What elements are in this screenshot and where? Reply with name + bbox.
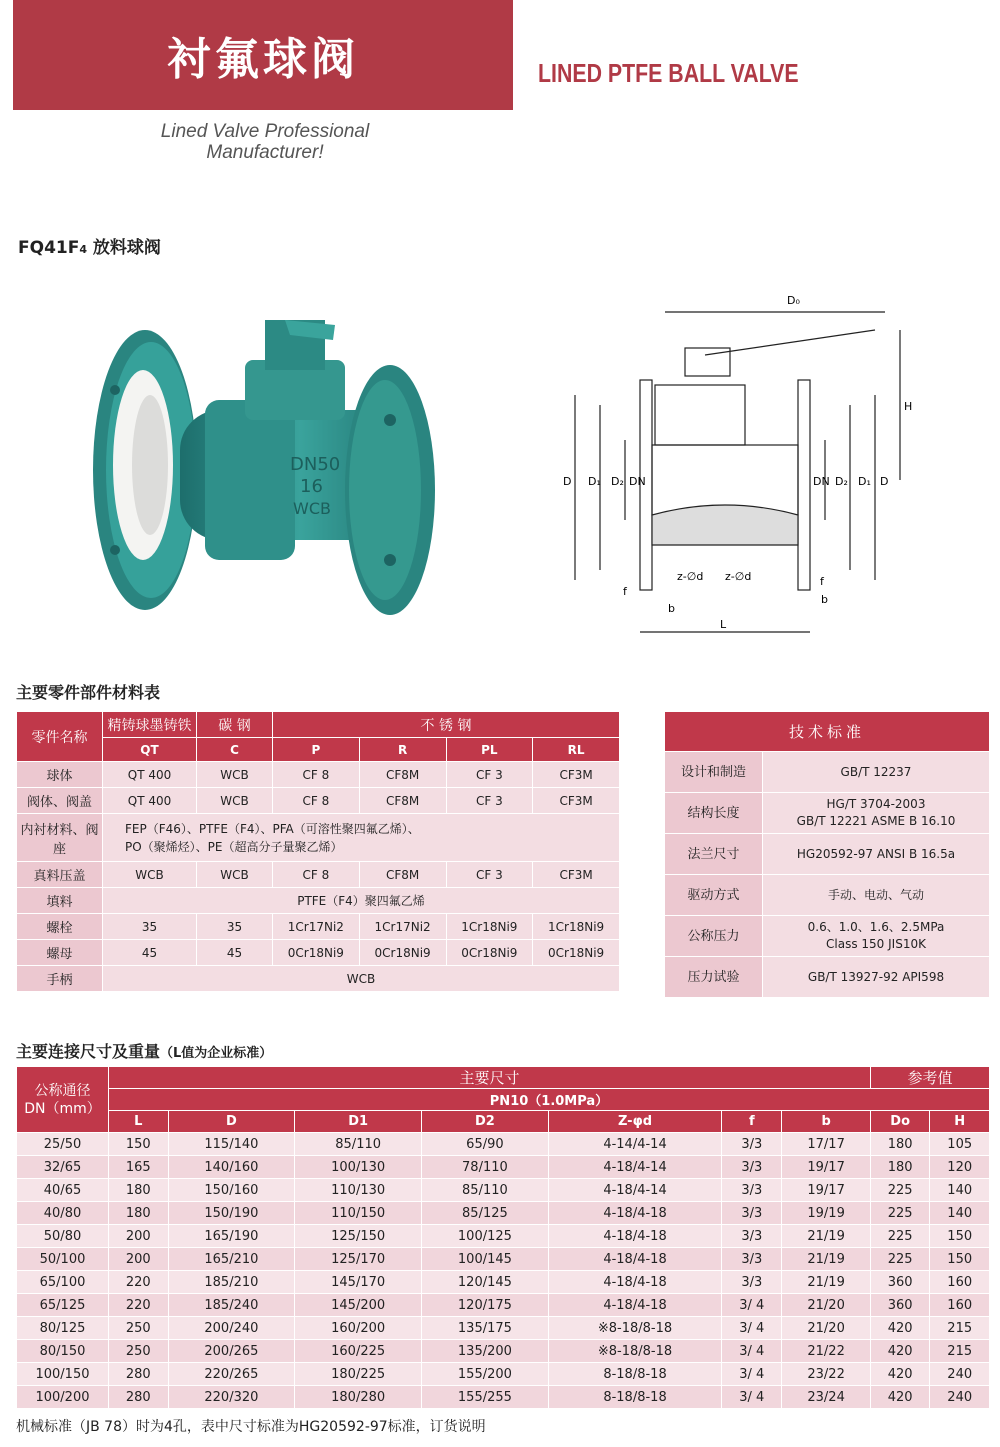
cell: CF 3	[446, 862, 533, 888]
table-cell: 110/130	[295, 1179, 422, 1202]
group-reference: 参考值	[870, 1067, 989, 1089]
group-carbon-steel: 碳 钢	[197, 712, 273, 738]
col-part-name: 零件名称	[17, 712, 103, 762]
dimensions-table	[16, 1066, 990, 1409]
table-cell: 65/125	[17, 1294, 109, 1317]
table-cell: 8-18/8-18	[548, 1386, 721, 1409]
row-packing	[17, 888, 620, 914]
table-cell: 155/255	[422, 1386, 549, 1409]
tech-label: 公称压力	[665, 916, 763, 957]
table-row	[17, 1133, 990, 1156]
table-cell: 85/110	[422, 1179, 549, 1202]
table-cell: 21/20	[782, 1317, 871, 1340]
cell: 35	[197, 914, 273, 940]
table-cell: 4-14/4-14	[548, 1133, 721, 1156]
cell: WCB	[103, 862, 197, 888]
table-cell: 140/160	[168, 1156, 295, 1179]
table-cell: 220	[109, 1271, 169, 1294]
table-cell: 150	[930, 1248, 990, 1271]
row-body	[17, 788, 620, 814]
dn-label-1: 公称通径	[34, 1082, 91, 1099]
code-qt: QT	[103, 738, 197, 762]
photo-text-pn: 16	[300, 476, 323, 497]
table-cell: 150/190	[168, 1202, 295, 1225]
table-cell: 23/22	[782, 1363, 871, 1386]
table-cell: 17/17	[782, 1133, 871, 1156]
dim-d-right: D	[880, 475, 889, 488]
table-cell: 160	[930, 1271, 990, 1294]
table-cell: 200/240	[168, 1317, 295, 1340]
table-cell: 3/3	[722, 1271, 782, 1294]
table-cell: 140	[930, 1179, 990, 1202]
dim-f-left: f	[623, 585, 627, 598]
table-cell: 32/65	[17, 1156, 109, 1179]
table-cell: 180/225	[295, 1363, 422, 1386]
table-cell: 25/50	[17, 1133, 109, 1156]
cell: WCB	[197, 862, 273, 888]
dim-d2-left: D₂	[611, 475, 624, 488]
table-cell: 165/210	[168, 1248, 295, 1271]
tech-row	[665, 834, 990, 875]
table-cell: 4-18/4-18	[548, 1248, 721, 1271]
cell: CF 8	[273, 788, 360, 814]
tech-standards-table	[664, 711, 990, 998]
code-r: R	[359, 738, 446, 762]
cell: PTFE（F4）聚四氟乙烯	[103, 888, 620, 914]
table-cell: 220	[109, 1294, 169, 1317]
table-cell: 3/3	[722, 1156, 782, 1179]
part-name: 阀体、阀盖	[17, 788, 103, 814]
title-en: LINED PTFE BALL VALVE	[538, 58, 799, 88]
cell: QT 400	[103, 762, 197, 788]
table-cell: 125/150	[295, 1225, 422, 1248]
table-cell: ※8-18/8-18	[548, 1340, 721, 1363]
table-cell: 135/175	[422, 1317, 549, 1340]
tech-value-line: GB/T 12221 ASME B 16.10	[796, 814, 956, 828]
table-cell: 220/320	[168, 1386, 295, 1409]
dim-h: H	[904, 400, 913, 413]
table-cell: 220/265	[168, 1363, 295, 1386]
row-nut	[17, 940, 620, 966]
table-row	[17, 1317, 990, 1340]
dim-dn-right: DN	[813, 475, 830, 488]
cell: CF 8	[273, 862, 360, 888]
table-cell: 100/125	[422, 1225, 549, 1248]
table-cell: 135/200	[422, 1340, 549, 1363]
table-cell: 280	[109, 1386, 169, 1409]
table-cell: 160	[930, 1294, 990, 1317]
tech-value-line: HG20592-97 ANSI B 16.5a	[796, 846, 956, 861]
part-name: 真料压盖	[17, 862, 103, 888]
cell: CF8M	[359, 762, 446, 788]
table-cell: 180/280	[295, 1386, 422, 1409]
dim-d2-right: D₂	[835, 475, 848, 488]
dim-d-left: D	[563, 475, 572, 488]
cell: CF3M	[533, 762, 620, 788]
dims-title	[16, 1039, 272, 1062]
table-cell: 145/200	[295, 1294, 422, 1317]
table-cell: 360	[870, 1294, 930, 1317]
tech-row	[665, 957, 990, 998]
table-row	[17, 1156, 990, 1179]
lining-cell	[103, 814, 620, 862]
table-cell: 180	[870, 1133, 930, 1156]
table-cell: 225	[870, 1248, 930, 1271]
dim-b-left: b	[668, 602, 675, 615]
table-cell: 80/150	[17, 1340, 109, 1363]
table-cell: 225	[870, 1225, 930, 1248]
dim-zd-right: z-∅d	[725, 570, 752, 583]
dim-b-right: b	[821, 593, 828, 606]
group-stainless: 不 锈 钢	[273, 712, 620, 738]
table-cell: 160/225	[295, 1340, 422, 1363]
part-name: 手柄	[17, 966, 103, 992]
table-cell: 4-18/4-14	[548, 1156, 721, 1179]
tech-value	[763, 875, 990, 916]
table-cell: 200	[109, 1225, 169, 1248]
cell: 1Cr18Ni9	[446, 914, 533, 940]
tech-value-line: GB/T 12237	[840, 764, 912, 779]
dims-title-note: （L值为企业标准）	[160, 1046, 273, 1061]
tech-label: 压力试验	[665, 957, 763, 998]
table-cell: 4-18/4-18	[548, 1202, 721, 1225]
tech-row	[665, 916, 990, 957]
col-h: H	[930, 1111, 990, 1133]
materials-table	[16, 711, 620, 992]
table-cell: 100/130	[295, 1156, 422, 1179]
cell: WCB	[197, 762, 273, 788]
table-cell: 420	[870, 1363, 930, 1386]
table-cell: 420	[870, 1340, 930, 1363]
tagline-line-1: Lined Valve Professional	[160, 121, 370, 142]
code-rl: RL	[533, 738, 620, 762]
table-cell: 19/17	[782, 1179, 871, 1202]
table-row	[17, 1202, 990, 1225]
tech-value	[763, 793, 990, 834]
table-cell: 21/19	[782, 1271, 871, 1294]
table-cell: 150	[930, 1225, 990, 1248]
tech-title: 技术标准	[665, 712, 990, 752]
table-row	[17, 1179, 990, 1202]
row-bolt	[17, 914, 620, 940]
part-name: 内衬材料、阀座	[17, 814, 103, 862]
col-d: D	[168, 1111, 295, 1133]
table-cell: 160/200	[295, 1317, 422, 1340]
tagline-line-2: Manufacturer!	[206, 142, 324, 163]
table-cell: 185/210	[168, 1271, 295, 1294]
cell: 1Cr18Ni9	[533, 914, 620, 940]
cell: CF8M	[359, 862, 446, 888]
table-cell: 225	[870, 1179, 930, 1202]
valve-photo	[85, 300, 445, 640]
cell: 0Cr18Ni9	[273, 940, 360, 966]
col-f: f	[722, 1111, 782, 1133]
cell: 1Cr17Ni2	[359, 914, 446, 940]
table-cell: 4-18/4-18	[548, 1271, 721, 1294]
table-cell: 100/150	[17, 1363, 109, 1386]
tech-row	[665, 793, 990, 834]
model-sub: 4	[79, 243, 87, 256]
tech-value	[763, 957, 990, 998]
table-cell: 280	[109, 1363, 169, 1386]
col-dn	[17, 1067, 109, 1133]
tech-value-line: HG/T 3704-2003	[826, 797, 926, 811]
table-cell: 3/ 4	[722, 1386, 782, 1409]
cell: CF 8	[273, 762, 360, 788]
table-row	[17, 1271, 990, 1294]
dim-l: L	[720, 618, 727, 631]
dim-zd-left: z-∅d	[677, 570, 704, 583]
cell: WCB	[197, 788, 273, 814]
tech-label: 法兰尺寸	[665, 834, 763, 875]
table-cell: 23/24	[782, 1386, 871, 1409]
table-cell: 50/100	[17, 1248, 109, 1271]
cell: CF 3	[446, 762, 533, 788]
table-cell: 80/125	[17, 1317, 109, 1340]
dim-dn-left: DN	[629, 475, 646, 488]
table-cell: 4-18/4-14	[548, 1179, 721, 1202]
model-title	[18, 233, 161, 258]
table-cell: 3/3	[722, 1225, 782, 1248]
table-cell: 120/145	[422, 1271, 549, 1294]
table-cell: 115/140	[168, 1133, 295, 1156]
row-gland	[17, 862, 620, 888]
footnote: 机械标准（JB 78）时为4孔，表中尺寸标准为HG20592-97标准，订货说明	[16, 1419, 486, 1435]
table-cell: 420	[870, 1317, 930, 1340]
row-ball	[17, 762, 620, 788]
cell: 0Cr18Ni9	[359, 940, 446, 966]
tech-value-line: 手动、电动、气动	[827, 887, 924, 902]
table-cell: 150	[109, 1133, 169, 1156]
table-cell: 3/ 4	[722, 1340, 782, 1363]
table-row	[17, 1294, 990, 1317]
table-cell: 145/170	[295, 1271, 422, 1294]
table-cell: 420	[870, 1386, 930, 1409]
table-cell: 21/20	[782, 1294, 871, 1317]
table-cell: 155/200	[422, 1363, 549, 1386]
dims-title-text: 主要连接尺寸及重量	[16, 1042, 161, 1061]
tech-row	[665, 875, 990, 916]
table-cell: 21/19	[782, 1248, 871, 1271]
table-cell: 165	[109, 1156, 169, 1179]
table-cell: 100/145	[422, 1248, 549, 1271]
table-cell: 110/150	[295, 1202, 422, 1225]
table-cell: 165/190	[168, 1225, 295, 1248]
table-cell: 3/3	[722, 1248, 782, 1271]
col-l: L	[109, 1111, 169, 1133]
table-cell: 180	[109, 1202, 169, 1225]
materials-title: 主要零件部件材料表	[16, 683, 161, 702]
row-lining	[17, 814, 620, 862]
table-cell: 360	[870, 1271, 930, 1294]
table-cell: 240	[930, 1363, 990, 1386]
table-cell: 180	[109, 1179, 169, 1202]
dim-f-right: f	[820, 575, 824, 588]
table-cell: 8-18/8-18	[548, 1363, 721, 1386]
col-d1: D1	[295, 1111, 422, 1133]
cell: 0Cr18Ni9	[533, 940, 620, 966]
table-cell: 180	[870, 1156, 930, 1179]
table-cell: 250	[109, 1340, 169, 1363]
table-cell: 3/3	[722, 1133, 782, 1156]
part-name: 螺母	[17, 940, 103, 966]
table-row	[17, 1340, 990, 1363]
col-do: Do	[870, 1111, 930, 1133]
table-cell: 140	[930, 1202, 990, 1225]
row-handle	[17, 966, 620, 992]
tech-value-line: GB/T 13927-92 API598	[807, 969, 945, 984]
table-cell: 65/100	[17, 1271, 109, 1294]
title-banner	[13, 0, 513, 110]
dim-d1-right: D₁	[858, 475, 871, 488]
group-ductile-iron: 精铸球墨铸铁	[103, 712, 197, 738]
table-cell: 50/80	[17, 1225, 109, 1248]
table-cell: 21/19	[782, 1225, 871, 1248]
code-p: P	[273, 738, 360, 762]
cell: QT 400	[103, 788, 197, 814]
table-cell: 185/240	[168, 1294, 295, 1317]
table-cell: 215	[930, 1317, 990, 1340]
table-cell: 3/ 4	[722, 1363, 782, 1386]
tech-value	[763, 916, 990, 957]
table-cell: 19/19	[782, 1202, 871, 1225]
cell: CF3M	[533, 862, 620, 888]
table-cell: ※8-18/8-18	[548, 1317, 721, 1340]
tech-label: 设计和制造	[665, 752, 763, 793]
table-cell: 3/ 4	[722, 1317, 782, 1340]
code-c: C	[197, 738, 273, 762]
table-cell: 120/175	[422, 1294, 549, 1317]
table-cell: 4-18/4-18	[548, 1225, 721, 1248]
part-name: 球体	[17, 762, 103, 788]
table-cell: 240	[930, 1386, 990, 1409]
table-cell: 21/22	[782, 1340, 871, 1363]
lining-line-2: PO（聚烯烃）、PE（超高分子量聚乙烯）	[125, 839, 343, 854]
cell: 0Cr18Ni9	[446, 940, 533, 966]
table-row	[17, 1363, 990, 1386]
section-drawing	[555, 290, 915, 640]
table-cell: 3/ 4	[722, 1294, 782, 1317]
table-cell: 65/90	[422, 1133, 549, 1156]
table-cell: 215	[930, 1340, 990, 1363]
cell: 45	[197, 940, 273, 966]
table-cell: 40/65	[17, 1179, 109, 1202]
tech-label: 驱动方式	[665, 875, 763, 916]
cell: WCB	[103, 966, 620, 992]
table-cell: 250	[109, 1317, 169, 1340]
photo-text-mat: WCB	[293, 499, 331, 518]
table-cell: 105	[930, 1133, 990, 1156]
table-cell: 3/3	[722, 1179, 782, 1202]
title-cn: 衬氟球阀	[167, 34, 359, 85]
part-name: 填料	[17, 888, 103, 914]
tech-value	[763, 752, 990, 793]
pn-rating: PN10（1.0MPa）	[109, 1089, 990, 1111]
cell: 45	[103, 940, 197, 966]
table-cell: 78/110	[422, 1156, 549, 1179]
group-main: 主要尺寸	[109, 1067, 871, 1089]
table-cell: 4-18/4-18	[548, 1294, 721, 1317]
cell: CF3M	[533, 788, 620, 814]
tech-value-line: 0.6、1.0、1.6、2.5MPa	[807, 920, 945, 934]
table-cell: 200/265	[168, 1340, 295, 1363]
model-prefix: FQ41F	[18, 238, 80, 258]
table-cell: 3/3	[722, 1202, 782, 1225]
table-cell: 85/125	[422, 1202, 549, 1225]
table-cell: 100/200	[17, 1386, 109, 1409]
dn-label-2: DN（mm）	[24, 1100, 101, 1117]
tech-value	[763, 834, 990, 875]
photo-text-dn: DN50	[290, 454, 341, 475]
table-row	[17, 1386, 990, 1409]
table-cell: 120	[930, 1156, 990, 1179]
table-cell: 150/160	[168, 1179, 295, 1202]
table-row	[17, 1248, 990, 1271]
table-cell: 40/80	[17, 1202, 109, 1225]
model-suffix: 放料球阀	[87, 238, 161, 258]
tech-value-line: Class 150 JIS10K	[826, 937, 926, 951]
lining-line-1: FEP（F46）、PTFE（F4）、PFA（可溶性聚四氟乙烯）、	[125, 821, 420, 836]
cell: CF8M	[359, 788, 446, 814]
dim-d0: D₀	[787, 294, 800, 307]
cell: CF 3	[446, 788, 533, 814]
table-cell: 125/170	[295, 1248, 422, 1271]
dim-d1-left: D₁	[588, 475, 601, 488]
col-b: b	[782, 1111, 871, 1133]
tech-row	[665, 752, 990, 793]
cell: 1Cr17Ni2	[273, 914, 360, 940]
tech-label: 结构长度	[665, 793, 763, 834]
col-zd: Z-φd	[548, 1111, 721, 1133]
code-pl: PL	[446, 738, 533, 762]
table-cell: 85/110	[295, 1133, 422, 1156]
tagline	[130, 121, 400, 163]
table-cell: 225	[870, 1202, 930, 1225]
table-cell: 19/17	[782, 1156, 871, 1179]
part-name: 螺栓	[17, 914, 103, 940]
cell: 35	[103, 914, 197, 940]
col-d2: D2	[422, 1111, 549, 1133]
table-row	[17, 1225, 990, 1248]
table-cell: 200	[109, 1248, 169, 1271]
